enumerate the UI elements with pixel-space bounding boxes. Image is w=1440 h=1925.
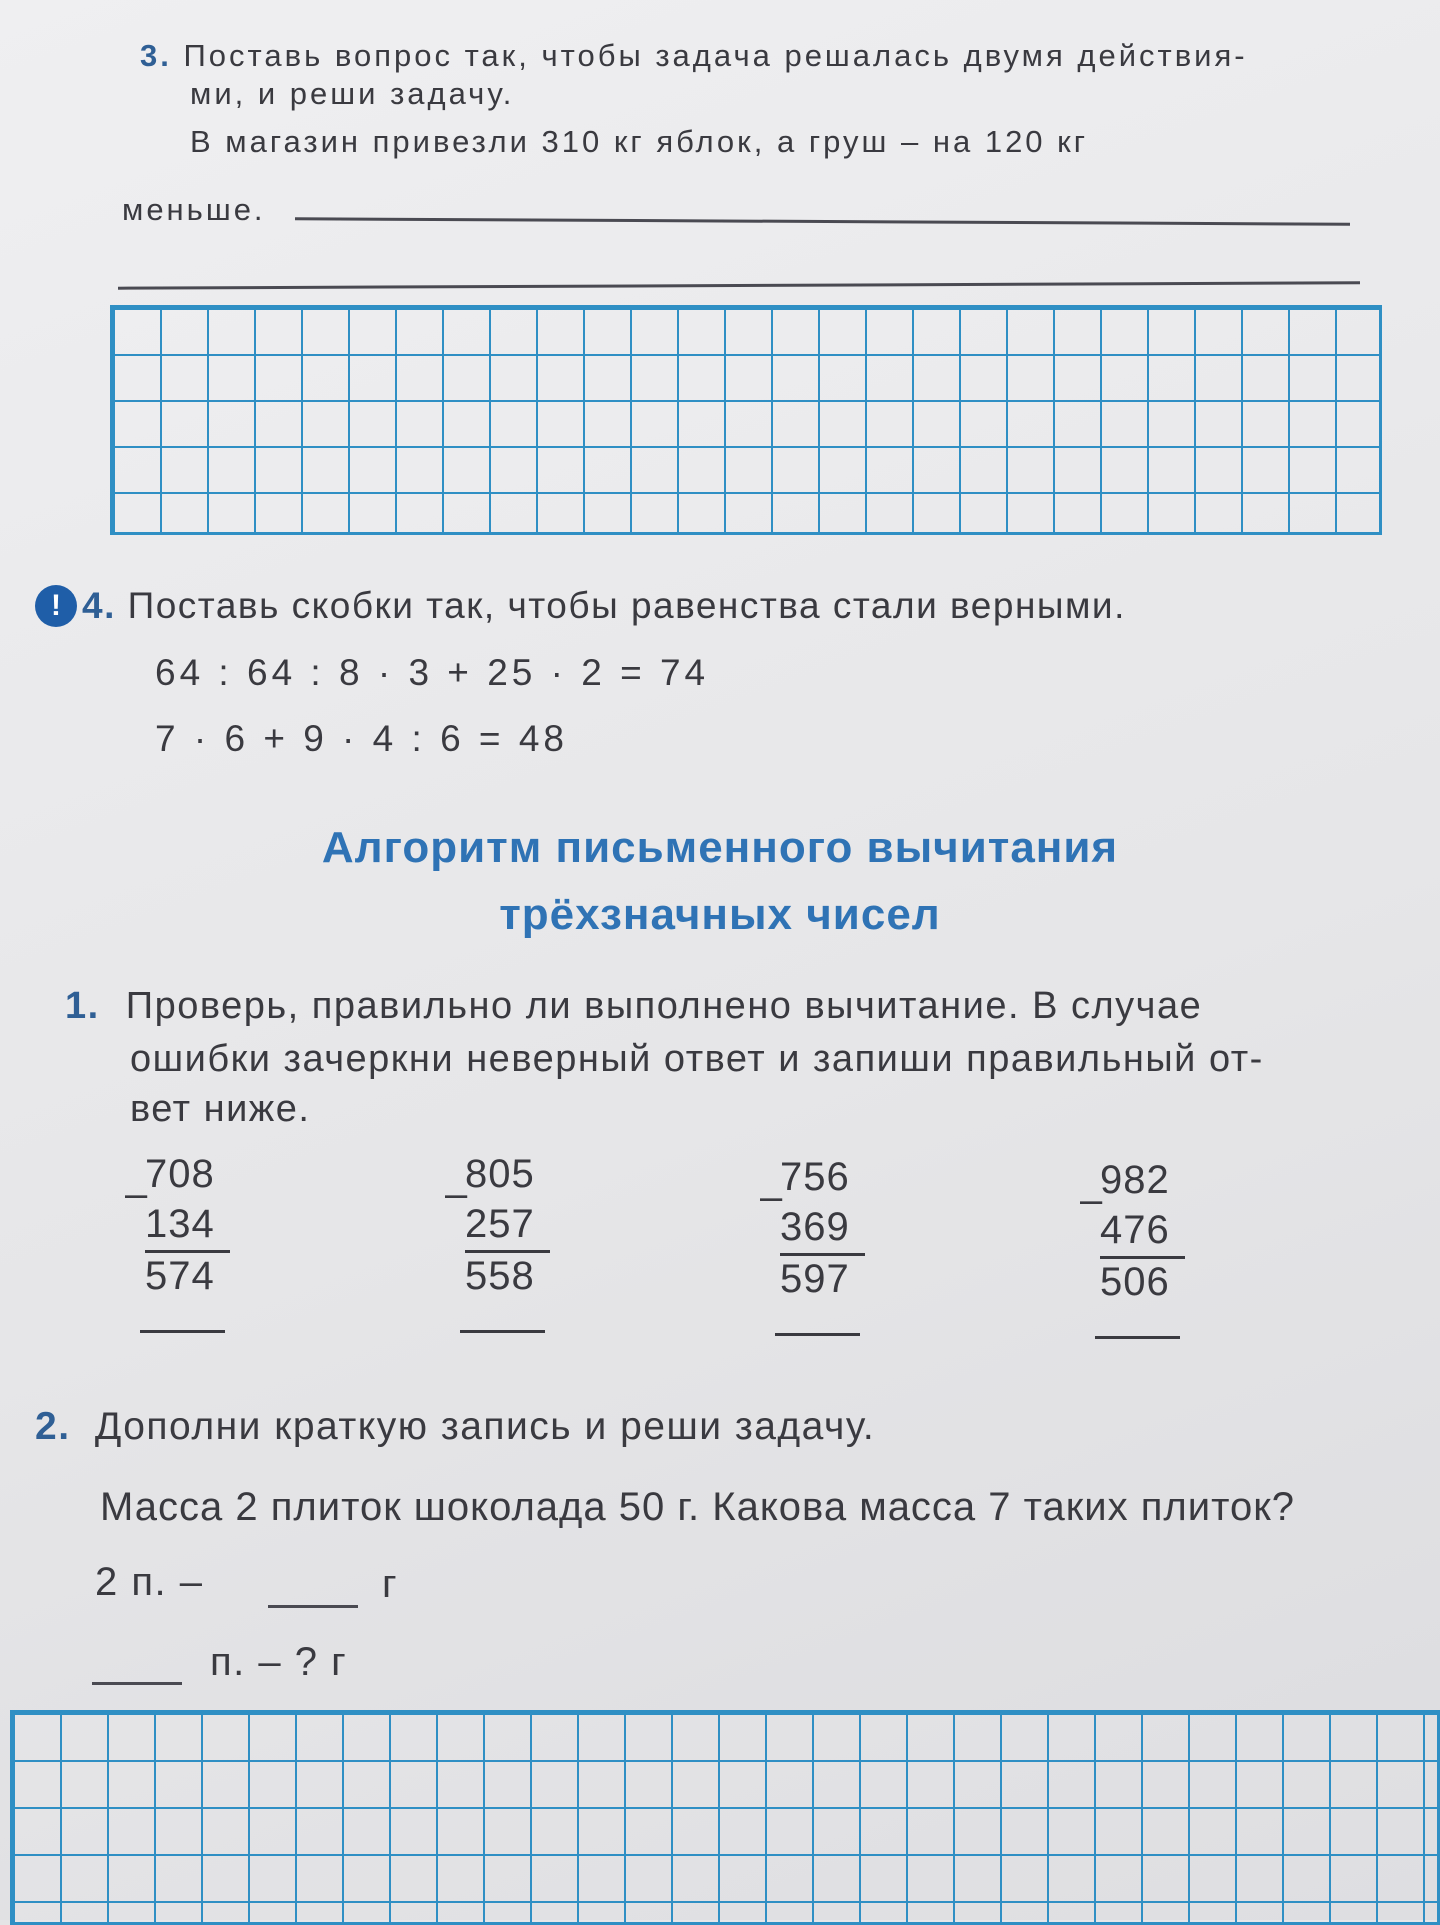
result-bar [780, 1253, 865, 1256]
difference: 506 [1100, 1260, 1170, 1304]
subtraction-column [760, 1155, 890, 1365]
ex2-number: 2. [35, 1405, 71, 1448]
equation-2: 7 · 6 + 9 · 4 : 6 = 48 [155, 718, 568, 759]
ex2-row1-unit: г [382, 1562, 399, 1606]
task3-number: 3. [140, 38, 172, 73]
subtraction-column [125, 1152, 255, 1362]
task3-line1 [140, 38, 1248, 74]
task4-number: 4. [82, 585, 116, 626]
blank-line[interactable] [92, 1682, 182, 1685]
ex2-heading [35, 1405, 875, 1449]
ex2-problem: Масса 2 плиток шоколада 50 г. Какова масса 7 таких плиток? [100, 1485, 1295, 1529]
ex1-text-line1: Проверь, правильно ли выполнено вычитание. В случае [125, 985, 1203, 1027]
subtrahend: 369 [780, 1205, 850, 1249]
correct-answer-line[interactable] [1095, 1336, 1180, 1339]
correct-answer-line[interactable] [140, 1330, 225, 1333]
subtraction-column [445, 1152, 575, 1362]
task3-grid[interactable] [110, 305, 1382, 535]
minus-sign: – [1080, 1178, 1104, 1222]
subtrahend: 476 [1100, 1208, 1170, 1252]
ex2-grid[interactable] [10, 1710, 1440, 1925]
correct-answer-line[interactable] [775, 1333, 860, 1336]
task3-text-line2: ми, и реши задачу. [190, 76, 515, 111]
subtrahend: 257 [465, 1202, 535, 1246]
ex1-text-line3: вет ниже. [130, 1088, 311, 1130]
equation-1: 64 : 64 : 8 · 3 + 25 · 2 = 74 [155, 652, 710, 693]
minuend: 805 [465, 1152, 535, 1196]
ex2-row2: п. – ? г [210, 1640, 348, 1684]
minus-sign: – [125, 1172, 149, 1216]
task3-text-line4: меньше. [122, 192, 266, 227]
answer-line[interactable] [295, 217, 1350, 226]
minuend: 708 [145, 1152, 215, 1196]
correct-answer-line[interactable] [460, 1330, 545, 1333]
important-icon: ! [35, 585, 77, 627]
section-title-line1: Алгоритм письменного вычитания [321, 823, 1119, 872]
result-bar [1100, 1256, 1185, 1259]
difference: 558 [465, 1254, 535, 1298]
result-bar [145, 1250, 230, 1253]
answer-line[interactable] [118, 281, 1360, 289]
task3-text-line3: В магазин привезли 310 кг яблок, а груш – на 120 кг [190, 124, 1089, 159]
minuend: 982 [1100, 1158, 1170, 1202]
subtrahend: 134 [145, 1202, 215, 1246]
ex1-line1 [65, 985, 1202, 1028]
task4-text: Поставь скобки так, чтобы равенства стали верными. [127, 585, 1126, 626]
task4-heading [82, 585, 1126, 627]
minuend: 756 [780, 1155, 850, 1199]
ex1-text-line2: ошибки зачеркни неверный ответ и запиши правильный от- [130, 1038, 1264, 1080]
subtraction-column [1080, 1158, 1210, 1368]
result-bar [465, 1250, 550, 1253]
minus-sign: – [445, 1172, 469, 1216]
ex1-number: 1. [65, 985, 100, 1027]
minus-sign: – [760, 1175, 784, 1219]
section-title-line2: трёхзначных чисел [499, 890, 941, 939]
ex2-row1-start: 2 п. – [95, 1560, 204, 1604]
ex2-text: Дополни краткую запись и реши задачу. [94, 1405, 876, 1448]
task3-text-line1: Поставь вопрос так, чтобы задача решалась двумя действия- [183, 38, 1248, 73]
difference: 597 [780, 1257, 850, 1301]
blank-line[interactable] [268, 1605, 358, 1608]
difference: 574 [145, 1254, 215, 1298]
